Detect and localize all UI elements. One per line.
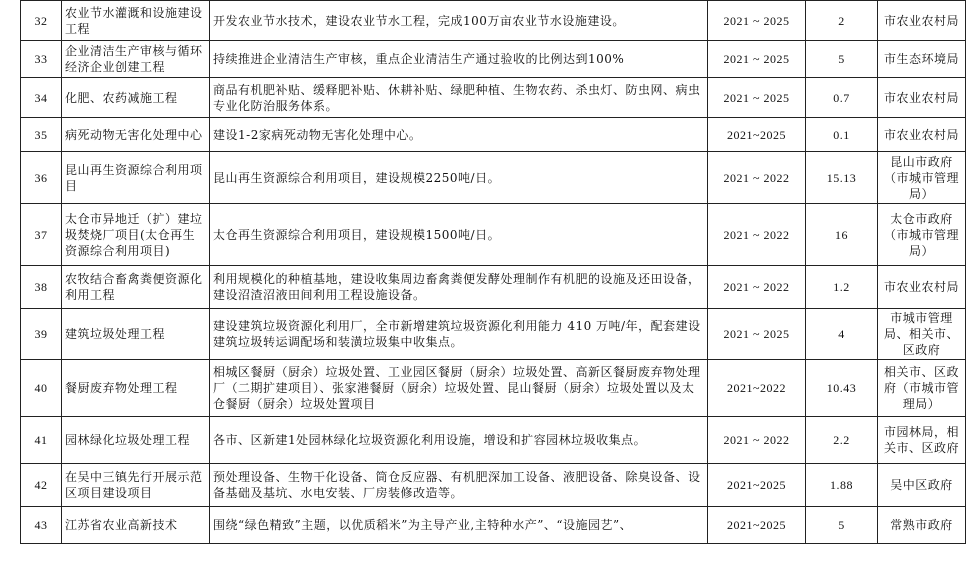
table-row <box>21 118 966 152</box>
project-name: 太仓市异地迁（扩）建垃圾焚烧厂项目(太仓再生资源综合利用项目) <box>62 204 210 266</box>
table-row <box>21 360 966 417</box>
responsible-department: 市生态环境局 <box>878 41 966 78</box>
responsible-department: 昆山市政府（市城市管理局） <box>878 152 966 204</box>
investment-amount: 2 <box>806 1 878 41</box>
project-name: 化肥、农药减施工程 <box>62 78 210 118</box>
project-name: 在吴中三镇先行开展示范区项目建设项目 <box>62 464 210 507</box>
table-row <box>21 464 966 507</box>
responsible-department: 市农业农村局 <box>878 266 966 309</box>
project-content: 建设建筑垃圾资源化利用厂，全市新增建筑垃圾资源化利用能力 410 万吨/年，配套建设建筑垃圾转运调配场和装潢垃圾集中收集点。 <box>210 309 708 360</box>
project-content: 围绕“绿色精致”主题，以优质稻米”为主导产业,主特种水产”、“设施园艺”、 <box>210 507 708 544</box>
investment-amount: 1.88 <box>806 464 878 507</box>
project-content: 各市、区新建1处园林绿化垃圾资源化利用设施，增设和扩容园林垃圾收集点。 <box>210 417 708 464</box>
project-name: 建筑垃圾处理工程 <box>62 309 210 360</box>
investment-amount: 1.2 <box>806 266 878 309</box>
project-period: 2021 ~ 2022 <box>708 266 806 309</box>
investment-amount: 4 <box>806 309 878 360</box>
project-name: 餐厨废弃物处理工程 <box>62 360 210 417</box>
project-name: 农牧结合畜禽粪便资源化利用工程 <box>62 266 210 309</box>
responsible-department: 相关市、区政府（市城市管理局） <box>878 360 966 417</box>
project-name: 农业节水灌溉和设施建设工程 <box>62 1 210 41</box>
investment-amount: 0.1 <box>806 118 878 152</box>
row-number: 40 <box>21 360 62 417</box>
row-number: 41 <box>21 417 62 464</box>
investment-amount: 2.2 <box>806 417 878 464</box>
project-period: 2021 ~ 2022 <box>708 204 806 266</box>
responsible-department: 市农业农村局 <box>878 1 966 41</box>
project-period: 2021 ~ 2025 <box>708 78 806 118</box>
page-bottom-edge <box>0 578 978 584</box>
responsible-department: 太仓市政府（市城市管理局） <box>878 204 966 266</box>
project-name: 江苏省农业高新技术 <box>62 507 210 544</box>
row-number: 36 <box>21 152 62 204</box>
responsible-department: 吴中区政府 <box>878 464 966 507</box>
investment-amount: 5 <box>806 41 878 78</box>
project-period: 2021~2025 <box>708 507 806 544</box>
project-content: 昆山再生资源综合利用项目，建设规模2250吨/日。 <box>210 152 708 204</box>
project-period: 2021~2025 <box>708 464 806 507</box>
investment-amount: 16 <box>806 204 878 266</box>
project-period: 2021 ~ 2025 <box>708 1 806 41</box>
table-row <box>21 152 966 204</box>
row-number: 34 <box>21 78 62 118</box>
project-content: 预处理设备、生物干化设备、筒仓反应器、有机肥深加工设备、液肥设备、除臭设备、设备基础及基坑、水电安装、厂房装修改造等。 <box>210 464 708 507</box>
investment-amount: 0.7 <box>806 78 878 118</box>
responsible-department: 市农业农村局 <box>878 118 966 152</box>
project-name: 病死动物无害化处理中心 <box>62 118 210 152</box>
row-number: 35 <box>21 118 62 152</box>
project-content: 太仓再生资源综合利用项目，建设规模1500吨/日。 <box>210 204 708 266</box>
row-number: 32 <box>21 1 62 41</box>
row-number: 38 <box>21 266 62 309</box>
project-period: 2021 ~ 2022 <box>708 152 806 204</box>
project-content: 建设1-2家病死动物无害化处理中心。 <box>210 118 708 152</box>
project-name: 园林绿化垃圾处理工程 <box>62 417 210 464</box>
project-table <box>20 0 966 544</box>
project-period: 2021~2025 <box>708 118 806 152</box>
table-row <box>21 507 966 544</box>
project-period: 2021 ~ 2025 <box>708 309 806 360</box>
investment-amount: 5 <box>806 507 878 544</box>
responsible-department: 市农业农村局 <box>878 78 966 118</box>
project-content: 持续推进企业清洁生产审核，重点企业清洁生产通过验收的比例达到100% <box>210 41 708 78</box>
investment-amount: 10.43 <box>806 360 878 417</box>
table-row <box>21 417 966 464</box>
project-name: 昆山再生资源综合利用项目 <box>62 152 210 204</box>
row-number: 37 <box>21 204 62 266</box>
table-row <box>21 41 966 78</box>
project-period: 2021 ~ 2022 <box>708 417 806 464</box>
row-number: 42 <box>21 464 62 507</box>
table-row <box>21 204 966 266</box>
responsible-department: 常熟市政府 <box>878 507 966 544</box>
project-name: 企业清洁生产审核与循环经济企业创建工程 <box>62 41 210 78</box>
responsible-department: 市园林局，相关市、区政府 <box>878 417 966 464</box>
row-number: 43 <box>21 507 62 544</box>
row-number: 33 <box>21 41 62 78</box>
project-content: 开发农业节水技术，建设农业节水工程，完成100万亩农业节水设施建设。 <box>210 1 708 41</box>
table-row <box>21 78 966 118</box>
project-content: 利用规模化的种植基地，建设收集周边畜禽粪便发酵处理制作有机肥的设施及还田设备，建设沼渣沼液田间利用工程设施设备。 <box>210 266 708 309</box>
table-row <box>21 309 966 360</box>
project-period: 2021 ~ 2025 <box>708 41 806 78</box>
investment-amount: 15.13 <box>806 152 878 204</box>
row-number: 39 <box>21 309 62 360</box>
responsible-department: 市城市管理局、相关市、区政府 <box>878 309 966 360</box>
table-row <box>21 1 966 41</box>
project-content: 商品有机肥补贴、缓释肥补贴、休耕补贴、绿肥种植、生物农药、杀虫灯、防虫网、病虫专业化防治服务体系。 <box>210 78 708 118</box>
table-row <box>21 266 966 309</box>
project-period: 2021~2022 <box>708 360 806 417</box>
project-content: 相城区餐厨（厨余）垃圾处置、工业园区餐厨（厨余）垃圾处置、高新区餐厨废弃物处理厂（二期扩建项目）、张家港餐厨（厨余）垃圾处置、昆山餐厨（厨余）垃圾处置以及太仓餐厨（厨余）垃圾处置项目 <box>210 360 708 417</box>
